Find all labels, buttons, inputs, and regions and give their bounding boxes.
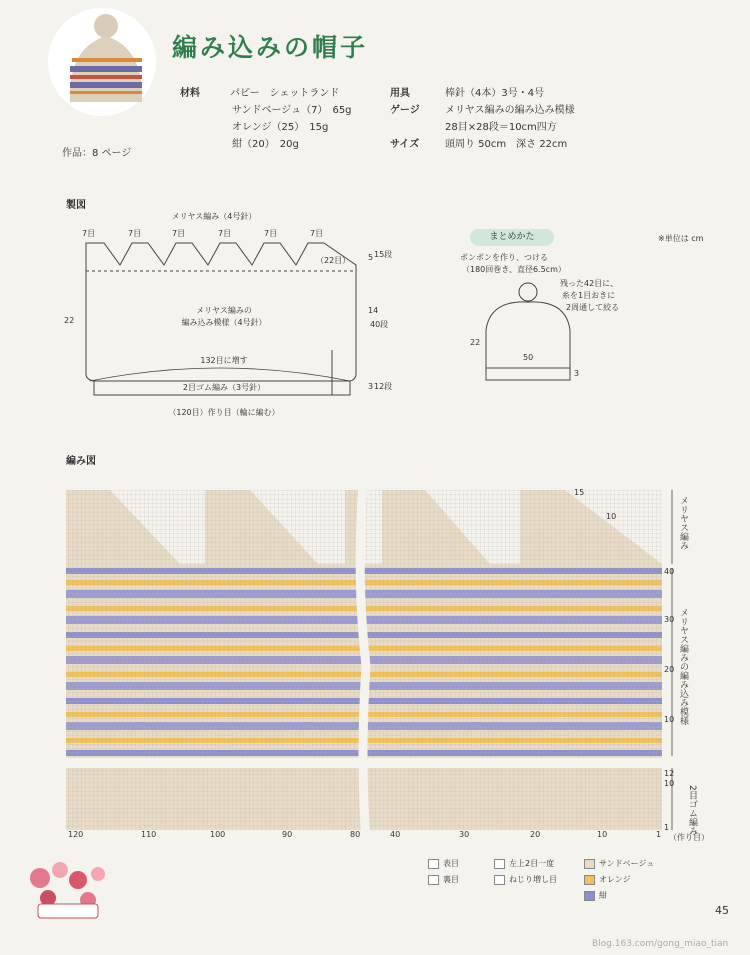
chart-row-mark: 10	[664, 779, 675, 788]
chart-start-label: （作り目）	[669, 833, 709, 842]
legend-navy	[584, 890, 607, 901]
materials-line: パピー シェットランド	[230, 88, 340, 99]
sand-swatch	[584, 859, 595, 869]
legend-purl-label: 裏目	[443, 875, 459, 884]
diagram-cast-on: （120目）作り目（輪に編む）	[168, 408, 280, 417]
diagram-decrease: 7目	[264, 229, 278, 238]
chart-side-label: 2目ゴム編み	[687, 785, 697, 836]
page-title: 編み込みの帽子	[172, 33, 369, 62]
knit-hat-illustration	[48, 8, 156, 116]
legend-k2tog-label: 左上2目一度	[509, 859, 555, 868]
diagram-top-rows: 15段	[374, 250, 393, 259]
m1-icon	[494, 875, 505, 885]
diagram-decrease: 7目	[310, 229, 324, 238]
diagram-decrease: 7目	[172, 229, 186, 238]
chart-side-label: メリヤス編みの編み込み模様	[678, 608, 688, 725]
legend-purl	[428, 874, 459, 885]
tools-label: 用具	[390, 88, 410, 99]
diagram-rib-rows: 12段	[374, 382, 393, 391]
size-value: 頭周り 50cm 深さ 22cm	[445, 139, 568, 150]
diagram-height: 22	[64, 316, 75, 325]
finishing-diagram	[450, 250, 650, 390]
chart-col-mark: 80	[350, 830, 361, 839]
materials-line: サンドベージュ（7） 65g	[232, 105, 352, 116]
materials-line: オレンジ（25） 15g	[232, 122, 329, 133]
diagram-increase: 132目に増す	[200, 356, 248, 365]
chart-row-mark: 1	[664, 823, 670, 832]
page-number: 45	[715, 904, 729, 917]
chart-side-label: メリヤス編み	[678, 496, 688, 550]
chart-row-mark: 12	[664, 769, 675, 778]
diagram-body-label: 編み込み模様（4号針）	[181, 318, 267, 327]
diagram-top-depth: 5	[368, 253, 374, 262]
chart-col-mark: 20	[530, 830, 541, 839]
finishing-heading: まとめかた	[470, 229, 554, 246]
tools-value: 棒針（4本）3号・4号	[445, 88, 545, 99]
diagram-top-label: メリヤス編み（4号針）	[171, 212, 257, 221]
finishing-height: 22	[470, 338, 481, 347]
chart-heading: 編み図	[66, 456, 96, 467]
pompom-note: （180回巻き、直径6.5cm）	[462, 265, 566, 274]
chart-row-mark: 20	[664, 665, 675, 674]
watermark: Blog.163.com/gong_miao_tian	[592, 939, 729, 949]
gauge-line: メリヤス編みの編み込み模様	[445, 105, 575, 116]
chart-col-mark: 110	[141, 830, 157, 839]
legend-sand-label: サンドベージュ	[599, 859, 655, 868]
diagram-heading: 製図	[66, 200, 86, 211]
diagram-remaining: （22目）	[316, 256, 351, 265]
legend-orange-label: オレンジ	[599, 875, 631, 884]
chart-row-mark: 10	[664, 715, 675, 724]
diagram-decrease: 7目	[128, 229, 142, 238]
diagram-body-depth: 14	[368, 306, 379, 315]
chart-row-mark: 30	[664, 615, 675, 624]
chart-col-mark: 1	[656, 830, 662, 839]
chart-col-mark: 100	[210, 830, 226, 839]
flower-decoration	[18, 850, 118, 930]
hat-photo	[48, 8, 156, 116]
gauge-label: ゲージ	[390, 105, 420, 116]
gather-note: 残った42目に、	[560, 279, 619, 288]
legend-orange	[584, 874, 631, 885]
diagram-decrease: 7目	[82, 229, 96, 238]
legend-navy-label: 紺	[599, 891, 607, 900]
diagram-rib-depth: 3	[368, 382, 374, 391]
diagram-body-rows: 40段	[370, 320, 389, 329]
legend-sand	[584, 858, 654, 869]
purl-swatch	[428, 875, 439, 885]
chart-col-mark: 120	[68, 830, 84, 839]
legend-knit	[428, 858, 459, 869]
pompom-note: ポンポンを作り、つける	[460, 253, 548, 262]
gather-note: 2周通して絞る	[566, 303, 620, 312]
unit-note: ※単位は cm	[658, 234, 704, 243]
diagram-body-label: メリヤス編みの	[196, 306, 252, 315]
diagram-decrease: 7目	[218, 229, 232, 238]
page-reference: 作品：8 ページ	[62, 148, 132, 159]
legend-m1-label: ねじり増し目	[509, 875, 557, 884]
chart-col-mark: 10	[597, 830, 608, 839]
chart-col-mark: 30	[459, 830, 470, 839]
legend-m1	[494, 874, 557, 885]
chart-col-mark: 40	[390, 830, 401, 839]
legend-k2tog	[494, 858, 554, 869]
chart-row-mark: 40	[664, 567, 675, 576]
diagram-rib-label: 2目ゴム編み（3号針）	[182, 383, 266, 392]
legend-knit-label: 表目	[443, 859, 459, 868]
knit-swatch	[428, 859, 439, 869]
chart-col-mark: 90	[282, 830, 293, 839]
k2tog-icon	[494, 859, 505, 869]
materials-label: 材料	[180, 88, 200, 99]
finishing-rib: 3	[574, 369, 580, 378]
chart-row-mark: 10	[606, 512, 617, 521]
chart-row-mark: 15	[574, 488, 585, 497]
size-label: サイズ	[390, 139, 420, 150]
materials-line: 紺（20） 20g	[232, 139, 299, 150]
construction-diagram	[60, 205, 400, 435]
gauge-line: 28目×28段＝10cm四方	[445, 122, 557, 133]
navy-swatch	[584, 891, 595, 901]
orange-swatch	[584, 875, 595, 885]
gather-note: 糸を1目おきに	[562, 291, 616, 300]
finishing-width: 50	[523, 353, 534, 362]
